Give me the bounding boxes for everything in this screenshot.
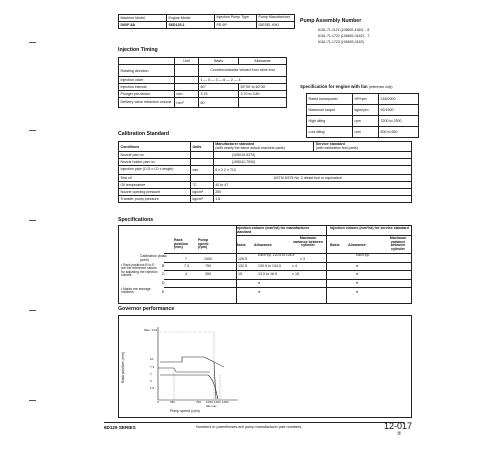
header-pump-mfr-col: Pump Manufacturer [257, 15, 295, 22]
timing-row-basis: 60 [199, 98, 239, 108]
margin-mark [29, 310, 36, 311]
spec-mfr-bullet: ● [258, 290, 261, 294]
fan-row-label: Low idling [307, 127, 353, 138]
pump-type-value: PE-6P [215, 22, 257, 29]
cal-row-value: (105041-7000) [213, 159, 411, 166]
footer-note: Numbers in parentheses are pump manufacturer part numbers. [196, 425, 303, 429]
timing-row-label: Plunger pre-stroke [119, 91, 175, 98]
spec-row-basis: 15 [238, 272, 242, 276]
fan-row-unit: kgm/rpm [353, 105, 379, 116]
governor-title: Governor performance [118, 306, 175, 312]
fan-row-value: 2200 to 2300 [379, 116, 419, 127]
spec-row-rack: 7.3 [184, 264, 189, 268]
governor-ytick: 1.6 [150, 386, 155, 390]
governor-ytick: 10 [150, 357, 154, 361]
cal-row-unit: kg/cm² [190, 196, 213, 203]
spec-row-key: D [162, 281, 165, 285]
injection-timing-table [118, 57, 287, 108]
cal-row-label: Injection pipe (O.D x I.D x length) [119, 166, 191, 175]
cal-row-value: 250 [213, 189, 411, 196]
timing-row-label: Injection order [119, 77, 175, 84]
cal-row-label: Transfer pump pressure [119, 196, 191, 203]
governor-ytick: 7.3 [150, 365, 155, 369]
spec-row-key: E [162, 290, 165, 294]
spec-svc-bullet: ● [356, 290, 359, 294]
pump-assembly-number: 6161-71-1722 (106692-4162) .. 7 [318, 34, 370, 38]
footer-series: 6D125 SERIES [104, 425, 136, 430]
fan-row-label: High idling [307, 116, 353, 127]
timing-row-label: Delivery valve retraction volume [119, 98, 175, 108]
cal-row-unit: mm [190, 166, 213, 175]
governor-ytick: 7 [150, 372, 152, 376]
pump-manufacturer-value: DIESEL KIKI [257, 22, 295, 29]
spec-row-key: C [162, 272, 165, 276]
fan-row-label: Rated horsepower [307, 94, 353, 105]
fan-row-label: Maximum torque [307, 105, 353, 116]
cal-row-value: 40 to 47 [213, 182, 411, 189]
spec-row-maxvar: ± 15 [292, 272, 299, 276]
header-pump-type-col: Injection Pump Type [215, 15, 257, 22]
timing-row-basis: 3.75 [199, 91, 239, 98]
cal-row-value: 6 x 2.2 x 713 [213, 166, 411, 175]
governor-xtick: 1150 [222, 400, 229, 404]
spec-svc-col-basis: Basis [330, 243, 340, 247]
specifications-title: Specifications [118, 217, 154, 223]
governor-xtick: 0 [157, 400, 159, 404]
pump-assembly-number: 6151-71-1121 (106692-4160) .. 8 [318, 28, 370, 32]
margin-mark [29, 400, 36, 401]
cal-row-value: ASTM D975 No. 2 diesel fuel or equivalent [213, 175, 411, 182]
fan-spec-table [306, 93, 419, 138]
spec-row-key: B [162, 264, 165, 268]
fan-row-unit: HP/rpm [353, 94, 379, 105]
spec-svc-title: Injection volume (mm³/st) for service standard [330, 226, 409, 230]
cal-row-label: Nozzle holder part no. [119, 159, 191, 166]
timing-row-allowance: 3.70 to 3.80 [239, 91, 287, 98]
cal-row-unit: °C [190, 182, 213, 189]
margin-mark [29, 220, 36, 221]
margin-mark [29, 130, 36, 131]
governor-ytick: 4 [150, 379, 152, 383]
spec-col-maxvar: Maximum variance between cylinder [293, 236, 323, 248]
spec-col-allowance: Allowance [254, 243, 272, 247]
spec-svc-row-allowance: Each cyl. [356, 253, 370, 257]
governor-xtick: 1100 [214, 400, 221, 404]
cal-row-value: (105015-5370) [213, 152, 411, 159]
spec-note: • Marks are average numbers. [121, 287, 151, 295]
fan-row-unit: rpm [353, 116, 379, 127]
governor-chart [118, 315, 412, 418]
spec-col-rack: Rack position (mm) [174, 238, 188, 250]
timing-row-label: Rotating direction [119, 65, 175, 77]
fan-row-value: 600 to 650 [379, 127, 419, 138]
governor-xtick: 1000 [206, 400, 213, 404]
spec-col-basis: Basis [236, 243, 246, 247]
spec-svc-col-allowance: Allowance [348, 243, 366, 247]
governor-ytick: Max. 14.5 [144, 328, 158, 332]
spec-svc-col-maxvar: Maximum variance between cylinder [389, 236, 407, 251]
governor-ylabel: Rack position (mm) [121, 352, 125, 383]
engine-model-value: S6D125-1 [167, 22, 215, 29]
fan-spec-note: (reference only) [368, 85, 393, 89]
spec-row-allowance: 13.5 to 16.5 [258, 272, 277, 276]
timing-row-unit: mm [175, 91, 199, 98]
injection-timing-title: Injection Timing [118, 47, 158, 53]
spec-row-allowance: Each cyl. 120.5 to 126.5 [258, 253, 295, 257]
spec-mfr-title: Injection volume (mm³/st) for manufacturer standard [236, 226, 310, 234]
fan-row-value: 218/2000 [379, 94, 419, 105]
pump-assembly-title: Pump Assembly Number [300, 18, 362, 24]
spec-row-basis: 126.5 [238, 257, 247, 261]
cal-row-label: Nozzle part no. [119, 152, 191, 159]
calibration-title: Calibration Standard [118, 131, 170, 137]
spec-row-speed: 350 [205, 272, 211, 276]
spec-row-speed: 1000 [204, 257, 212, 261]
spec-mfr-bullet: ● [258, 281, 261, 285]
calibration-table [118, 141, 412, 203]
cal-row-unit: kg/cm² [190, 189, 213, 196]
spec-svc-bullet: ● [356, 264, 359, 268]
spec-row-maxvar: ± 3 [300, 257, 305, 261]
spec-svc-bullet: ● [356, 281, 359, 285]
governor-xtick: 350 [170, 400, 176, 404]
margin-mark [29, 42, 36, 43]
fan-row-unit: rpm [353, 127, 379, 138]
col-basis: Basis [199, 58, 239, 65]
timing-row-basis: 1 — 5 — 3 — 6 — 2 — 4 [199, 77, 287, 84]
spec-row-maxvar: ± 4 [292, 264, 297, 268]
cal-row-label: Nozzle opening pressure [119, 189, 191, 196]
header-table [118, 14, 295, 29]
governor-xtick: 750 [196, 400, 202, 404]
spec-row-basis: 132.5 [238, 264, 247, 268]
col-allowance: Allowance [239, 58, 287, 65]
cal-row-label: Oil temperature [119, 182, 191, 189]
cal-row-value: 1.6 [213, 196, 411, 203]
spec-row-rack: 4 [185, 272, 187, 276]
timing-row-unit: mm³ [175, 98, 199, 108]
governor-x-extra: Idle max [206, 404, 217, 408]
spec-note: • Rack positions B to E are the reference values for adjusting the injection volume. [121, 263, 158, 278]
spec-svc-bullet: ● [356, 272, 359, 276]
timing-row-basis: Counterclockwise viewed from drive end [199, 65, 287, 77]
fan-row-value: 92/1500 [379, 105, 419, 116]
col-unit: Unit [175, 58, 199, 65]
spec-row-rack: 7 [185, 257, 187, 261]
fan-spec-title: Specification for engine with fan [300, 84, 368, 89]
spec-col-speed: Pump speed (rpm) [198, 238, 209, 250]
page-number: 12-017 [384, 421, 413, 431]
page-sub-number: ⑤ [397, 431, 402, 437]
machine-model-value: D60F-8A [119, 22, 167, 29]
spec-row-label: Calibration (basic point) [140, 254, 168, 262]
col-units: Units [190, 142, 213, 152]
timing-row-label: Injection interval [119, 84, 175, 91]
pump-assembly-number: 6161-71-1723 (106692-4163) [318, 40, 364, 44]
spec-row-allowance: 130.5 to 134.5 [258, 264, 281, 268]
col-service: Service standard (with calibration test parts) [314, 142, 412, 152]
governor-xlabel: Pump speed (rpm) [170, 409, 200, 413]
header-machine-model-col: Machine Model [119, 15, 167, 22]
cal-row-label: Test oil [119, 175, 191, 182]
header-engine-model-col: Engine Model [167, 15, 215, 22]
col-manufacturer: Manufacturer standard (with nearly the same actual machine parts) [213, 142, 314, 152]
timing-row-allowance: 59°30' to 60°30' [239, 84, 287, 91]
col-conditions: Conditions [119, 142, 191, 152]
fan-spec-heading [300, 84, 392, 90]
spec-row-speed: 750 [205, 264, 211, 268]
timing-row-basis: 60° [199, 84, 239, 91]
